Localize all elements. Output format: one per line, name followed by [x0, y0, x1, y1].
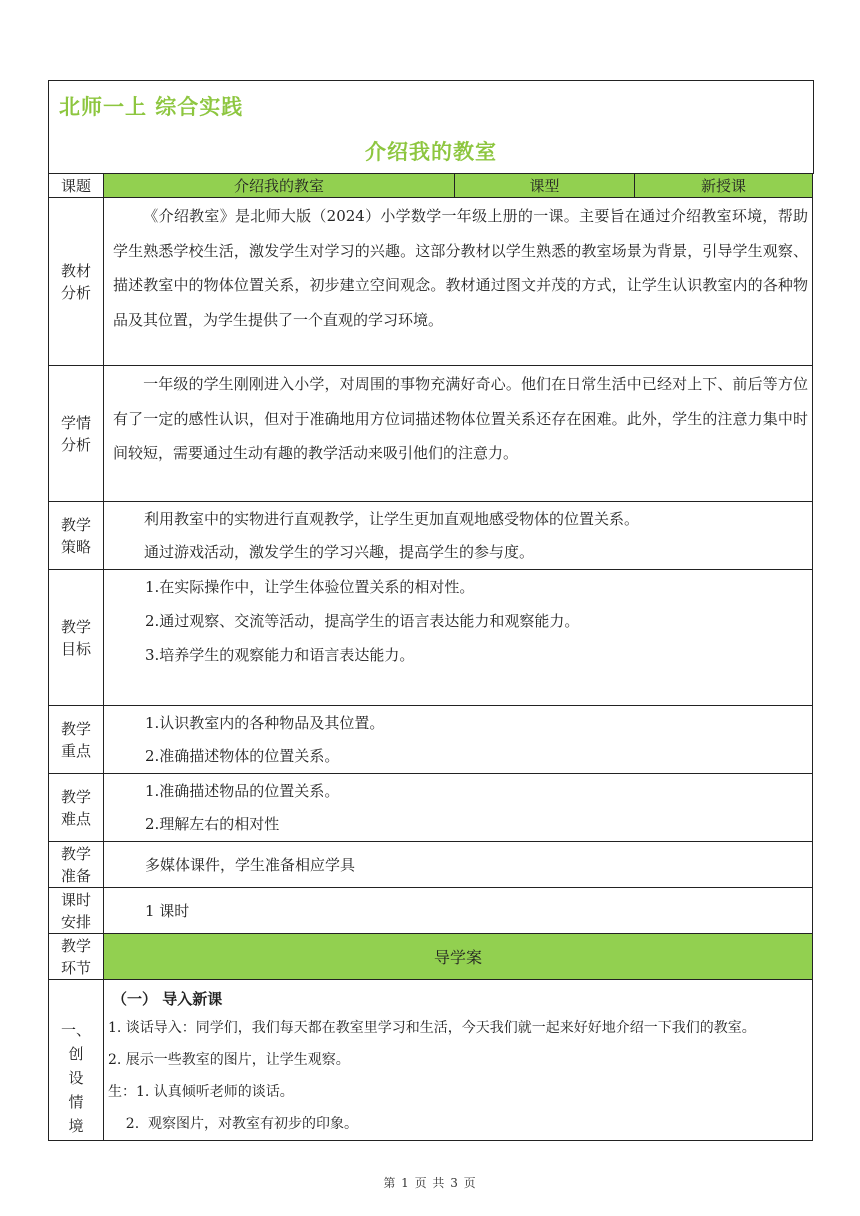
difficulties-label — [49, 774, 104, 842]
stage-1-line-1: 1. 谈话导入：同学们，我们每天都在教室里学习和生活，今天我们就一起来好好地介绍一下我们的教室。 — [108, 1020, 756, 1036]
goals-cell — [104, 570, 813, 706]
strategy-label-text: 教学策略 — [60, 515, 91, 556]
goals-label-text: 教学目标 — [60, 617, 91, 658]
student-analysis-text: 一年级的学生刚刚进入小学，对周围的事物充满好奇心。他们在日常生活中已经对上下、前后等方位有了一定的感性认识，但对于准确地用方位词描述物体位置关系还存在困难。此外，学生的注意力集中时间较短，需要通过生动有趣的教学活动来吸引他们的注意力。 — [113, 375, 808, 462]
stage-header-label — [49, 934, 104, 980]
strategy-row — [49, 502, 813, 570]
hours-row — [49, 888, 813, 934]
difficulty-1: 1.准确描述物品的位置关系。 — [145, 781, 340, 800]
stage-1-label-char-4: 情 — [68, 1093, 84, 1111]
lesson-title: 介绍我的教室 — [365, 140, 497, 164]
strategy-label — [49, 502, 104, 570]
stage-1-heading: （一） 导入新课 — [112, 990, 223, 1008]
preparation-row — [49, 842, 813, 888]
stage-1-line-4: 2. 观察图片，对教室有初步的印象。 — [108, 1116, 359, 1132]
goal-item-1: 1.在实际操作中，让学生体验位置关系的相对性。 — [145, 578, 475, 596]
stage-1-line-3: 生：1. 认真倾听老师的谈话。 — [108, 1084, 294, 1100]
stage-1-row — [49, 980, 813, 1141]
type-label: 课型 — [455, 174, 635, 198]
stage-1-cell — [104, 980, 813, 1141]
goals-row — [49, 570, 813, 706]
strategy-cell — [104, 502, 813, 570]
stage-1-label-char-5: 境 — [68, 1117, 84, 1135]
goals-label — [49, 570, 104, 706]
preparation-label-text: 教学准备 — [60, 844, 91, 885]
info-row — [49, 174, 813, 198]
stage-1-label-char-1: 一、 — [60, 1021, 91, 1039]
stage-1-label-char-2: 创 — [68, 1045, 84, 1063]
student-analysis-label-text: 学情分析 — [60, 413, 91, 454]
student-analysis-row — [49, 366, 813, 502]
type-value: 新授课 — [635, 174, 813, 198]
key-point-2: 2.准确描述物体的位置关系。 — [145, 746, 340, 765]
student-analysis-cell — [104, 366, 813, 502]
textbook-analysis-cell — [104, 198, 813, 366]
strategy-line-2: 通过游戏活动，激发学生的学习兴趣，提高学生的参与度。 — [144, 542, 535, 561]
key-point-1: 1.认识教室内的各种物品及其位置。 — [145, 713, 385, 732]
preparation-text: 多媒体课件，学生准备相应学具 — [145, 855, 356, 874]
strategy-line-1: 利用教室中的实物进行直观教学，让学生更加直观地感受物体的位置关系。 — [144, 509, 640, 528]
key-points-label-text: 教学重点 — [60, 719, 91, 760]
textbook-analysis-text: 《介绍教室》是北师大版（2024）小学数学一年级上册的一课。主要旨在通过介绍教室环境，帮助学生熟悉学校生活，激发学生对学习的兴趣。这部分教材以学生熟悉的教室场景为背景，引导学生观察、描述教室中的物体位置关系，初步建立空间观念。教材通过图文并茂的方式，让学生认识教室内的各种物品及其位置，为学生提供了一个直观的学习环境。 — [113, 207, 808, 329]
topic-value: 介绍我的教室 — [104, 174, 455, 198]
student-analysis-label — [49, 366, 104, 502]
textbook-analysis-label-text: 教材分析 — [60, 261, 91, 302]
key-points-label — [49, 706, 104, 774]
hours-label-text: 课时安排 — [60, 890, 91, 931]
stage-header-label-text: 教学环节 — [60, 936, 91, 977]
difficulty-2: 2.理解左右的相对性 — [145, 814, 280, 833]
title-block — [48, 80, 814, 174]
preparation-cell — [104, 842, 813, 888]
hours-label — [49, 888, 104, 934]
hours-cell — [104, 888, 813, 934]
document-page — [48, 80, 812, 1139]
lesson-plan-table — [48, 173, 813, 1141]
stage-header-value: 导学案 — [104, 934, 813, 980]
goal-item-2: 2.通过观察、交流等活动，提高学生的语言表达能力和观察能力。 — [145, 612, 580, 630]
goal-item-3: 3.培养学生的观察能力和语言表达能力。 — [145, 646, 415, 664]
preparation-label — [49, 842, 104, 888]
page-footer: 第 1 页 共 3 页 — [383, 1176, 477, 1190]
stage-header-row — [49, 934, 813, 980]
series-title: 北师一上 综合实践 — [59, 95, 244, 119]
hours-text: 1 课时 — [145, 901, 190, 920]
textbook-analysis-row — [49, 198, 813, 366]
key-points-row — [49, 706, 813, 774]
stage-1-label — [49, 980, 104, 1141]
stage-1-label-char-3: 设 — [68, 1069, 84, 1087]
difficulties-row — [49, 774, 813, 842]
stage-1-line-2: 2. 展示一些教室的图片，让学生观察。 — [108, 1052, 350, 1068]
key-points-cell — [104, 706, 813, 774]
topic-label: 课题 — [49, 174, 104, 198]
difficulties-cell — [104, 774, 813, 842]
textbook-analysis-label — [49, 198, 104, 366]
difficulties-label-text: 教学难点 — [60, 787, 91, 828]
